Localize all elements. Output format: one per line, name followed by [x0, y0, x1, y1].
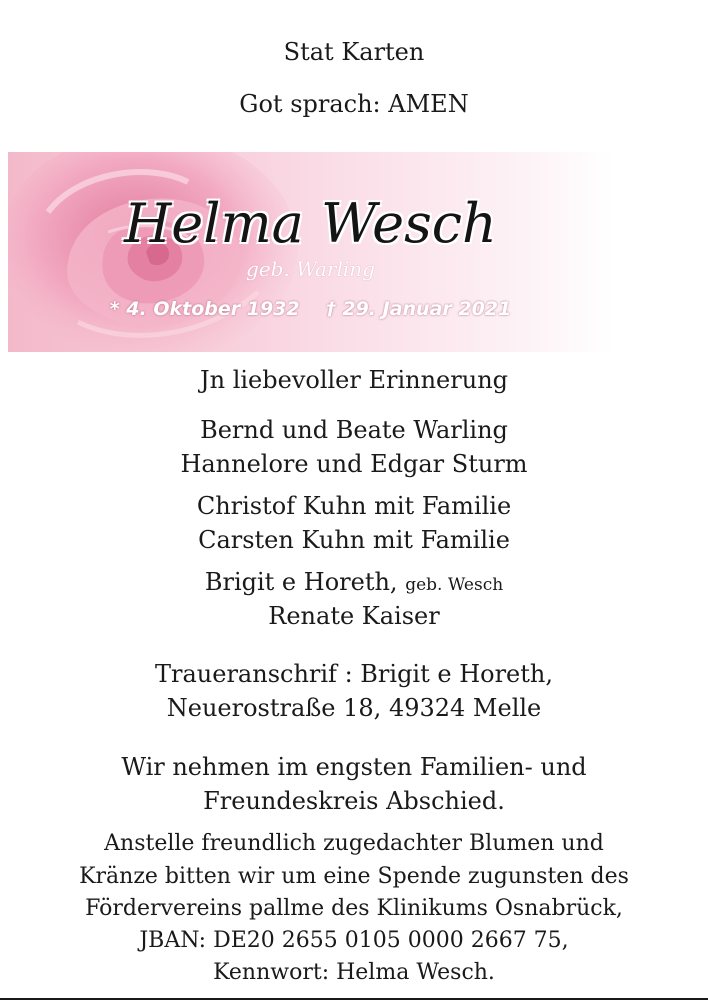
farewell-line: Freundeskreis Abschied. — [203, 787, 505, 815]
mourner-line-with-note — [0, 568, 708, 596]
farewell-line: Wir nehmen im engsten Familien- und — [121, 753, 587, 781]
mourner-line: Renate Kaiser — [268, 602, 440, 630]
donation-line: Fördervereins pallme des Klinikums Osnabrück, — [85, 896, 623, 921]
birth-name: geb. Warling — [246, 257, 375, 281]
life-dates — [8, 298, 613, 320]
donation-line: JBAN: DE20 2655 0105 0000 2667 75, — [139, 928, 569, 953]
mourner-name: Brigit e Horeth, — [204, 568, 398, 596]
death-date: † 29. Januar 2021 — [326, 298, 512, 320]
deceased-name: Helma Wesch — [124, 192, 497, 255]
rose-banner — [8, 152, 613, 352]
mourner-line: Carsten Kuhn mit Familie — [198, 526, 510, 554]
address-line: Neuerostraße 18, 49324 Melle — [166, 694, 542, 722]
header-line-1: Stat Karten — [283, 38, 425, 66]
mourner-line: Bernd und Beate Warling — [200, 416, 508, 444]
mourner-line: Hannelore und Edgar Sturm — [180, 450, 528, 478]
header-line-2: Got sprach: AMEN — [239, 90, 469, 118]
birth-date: * 4. Oktober 1932 — [109, 298, 300, 320]
address-line: Traueranschrif : Brigit e Horeth, — [155, 660, 553, 688]
donation-line: Kränze bitten wir um eine Spende zugunsten des — [79, 864, 629, 889]
memory-line: Jn liebevoller Erinnerung — [199, 366, 509, 394]
donation-line: Anstelle freundlich zugedachter Blumen und — [104, 831, 604, 856]
donation-line: Kennwort: Helma Wesch. — [213, 960, 495, 985]
mourner-line: Christof Kuhn mit Familie — [196, 492, 512, 520]
mourner-note: geb. Wesch — [405, 575, 504, 595]
